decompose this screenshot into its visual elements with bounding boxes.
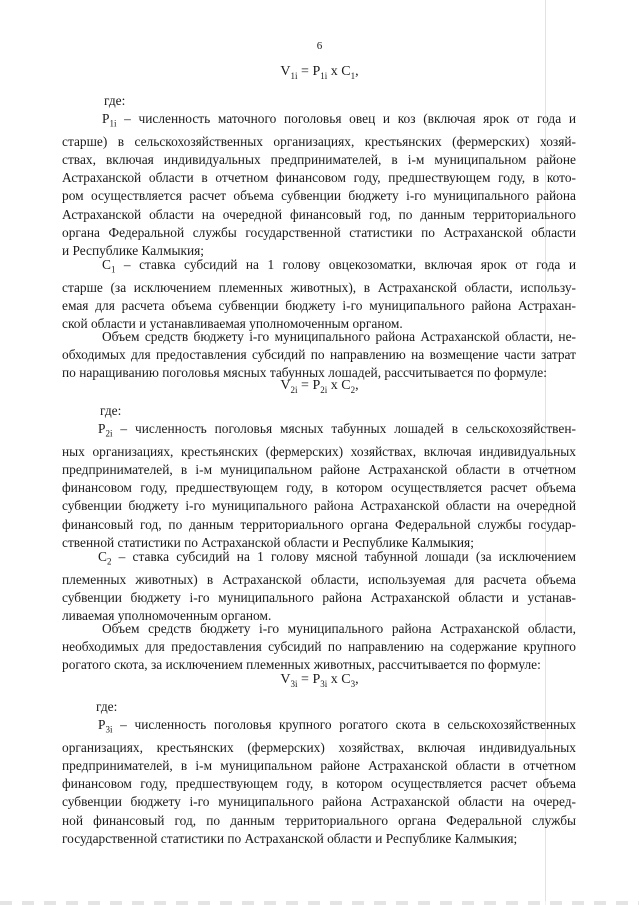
intro-paragraph-3: Объем средств бюджету i-го муниципального района Астраханской области, необходимых для предоставления субсидий по направлению на содержание крупного рогатого скота, за исключением племенных животных, рассчитывается по формуле:	[62, 621, 576, 673]
where-label-3: где:	[96, 699, 118, 714]
where-label-2: где:	[100, 403, 122, 418]
where-label-1: где:	[104, 93, 126, 108]
c1-definition: $C_1$ – ставка субсидий на 1 голову овцекозоматки, включая ярок от года и старше (за исключением племенных животных), в Астраханской области, использу- емая для расчета объема субвенции бюджету i-го муниципального района Астрахан- ской области и устанавливаемая уполномоченным органом.	[62, 257, 576, 332]
formula-v1: $V_{1i} = P_{1i}$ x $C_1$,	[280, 64, 359, 81]
c2-definition: $C_2$ – ставка субсидий на 1 голову мясной табунной лошади (за исключением племенных животных) в Астраханской области, используемая для расчета объема субвенции бюджету i-го муниципального района Астраханской области и устанав- ливаемая уполномоченным органом.	[62, 549, 576, 624]
p1-definition: $P_{1i}$ – численность маточного поголовья овец и коз (включая ярок от года и старше) в сельскохозяйственных организациях, крестьянских (фермерских) хозяй- ствах, включая индивидуальных предпринимателей, в i-м муниципальном районе Астраханской области в отчетном финансовом году, предшествующем году, в кото- ром осуществляется расчет объема субвенции бюджету i-го муниципального района Астраханской области на очередной финансовый год, по данным территориального органа Федеральной службы государственной статистики по Астраханской области и Республике Калмыкия;	[62, 111, 576, 259]
scan-bottom-edge	[0, 901, 639, 905]
formula-v2: $V_{2i} = P_{2i}$ x $C_2$,	[280, 378, 359, 395]
formula-v3: $V_{3i} = P_{3i}$ x $C_3$,	[280, 672, 359, 689]
p2-definition: $P_{2i}$ – численность поголовья мясных табунных лошадей в сельскохозяйствен- ных организациях, крестьянских (фермерских) хозяйствах, включая индивидуальных предпринимателей, в i-м муниципальном районе Астраханской области в отчетном финансовом году, предшествующем году, в котором осуществляется расчет объема субвенции бюджету i-го муниципального района Астраханской области на очередной финансовый год, по данным территориального органа Федеральной службы государ- ственной статистики по Астраханской области и Республике Калмыкия;	[62, 421, 576, 550]
page-number: 6	[316, 40, 323, 52]
p3-definition: $P_{3i}$ – численность поголовья крупного рогатого скота в сельскохозяйственных организациях, крестьянских (фермерских) хозяйствах, включая индивидуальных предпринимателей, в i-м муниципальном районе Астраханской области в отчетном финансовом году, предшествующем году, в котором осуществляется расчет объема субвенции бюджету i-го муниципального района Астраханской области на очеред- ной финансовый год, по данным территориального органа Федеральной службы государственной статистики по Астраханской области и Республике Калмыкия;	[62, 717, 576, 846]
intro-paragraph-2: Объем средств бюджету i-го муниципального района Астраханской области, не- обходимых для предоставления субсидий по направлению на возмещение части затрат по наращиванию поголовья мясных табунных лошадей, рассчитывается по формуле:	[62, 329, 576, 381]
